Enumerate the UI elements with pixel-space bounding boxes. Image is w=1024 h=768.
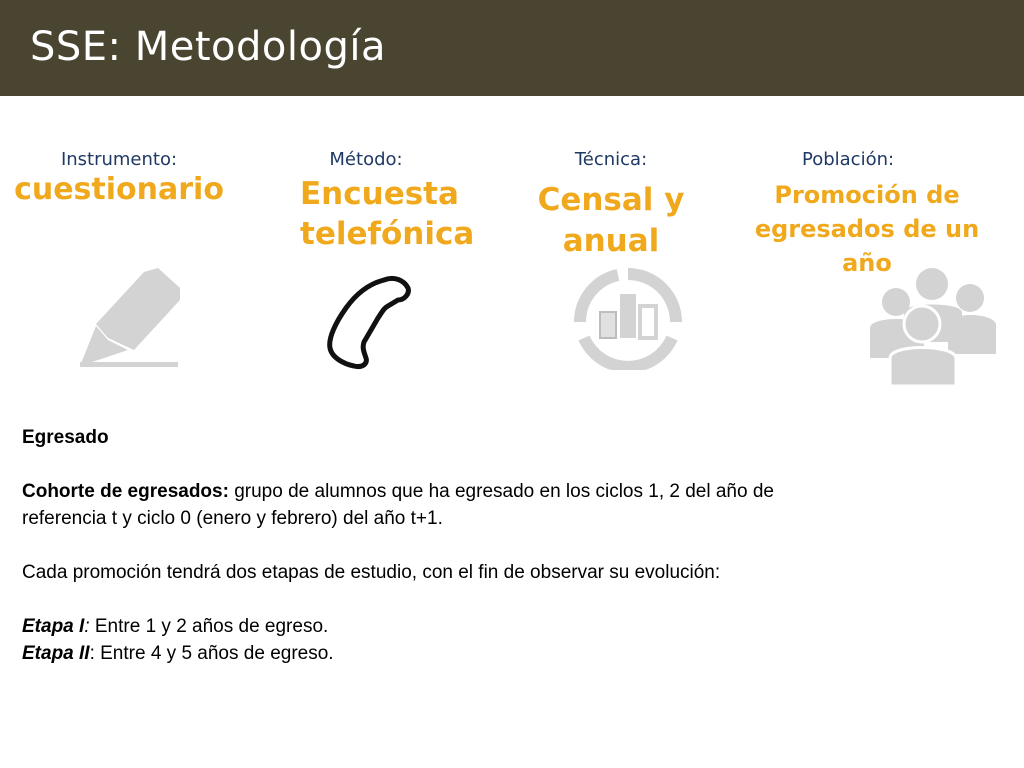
promo-text: Cada promoción tendrá dos etapas de estudio, con el fin de observar su evolución: xyxy=(22,562,721,583)
stage-2-term: Etapa II xyxy=(22,643,90,664)
tecnica-value xyxy=(516,180,706,262)
column-instrumento xyxy=(8,148,230,208)
stage-2 xyxy=(22,640,1002,667)
column-metodo xyxy=(266,148,475,254)
pencil-icon xyxy=(76,266,184,370)
cohort-def-line-2: referencia t y ciclo 0 (enero y febrero) del año t+1. xyxy=(22,508,443,529)
page-title: SSE: Metodología xyxy=(30,24,386,70)
stage-1-term: Etapa I xyxy=(22,616,85,637)
cohort-term: Cohorte de egresados: xyxy=(22,481,229,502)
instrumento-label: Instrumento: xyxy=(60,149,178,170)
stage-2-text: : Entre 4 y 5 años de egreso. xyxy=(89,643,334,664)
instrumento-value: cuestionario xyxy=(14,172,224,207)
people-icon xyxy=(866,262,1000,386)
tecnica-value-line: Censal y xyxy=(537,182,685,218)
cohort-definition xyxy=(22,478,1002,505)
cohort-def-line-1: grupo de alumnos que ha egresado en los ciclos 1, 2 del año de xyxy=(228,481,774,502)
metodo-value-line: telefónica xyxy=(300,216,475,252)
stage-1-colon: : xyxy=(84,616,90,637)
metodo-label: Método: xyxy=(329,149,403,170)
methodology-text xyxy=(22,424,1002,667)
header-bar xyxy=(0,0,1024,96)
stage-1 xyxy=(22,613,1002,640)
column-poblacion xyxy=(736,148,998,280)
tecnica-value-line: anual xyxy=(562,223,660,259)
metodo-value-line: Encuesta xyxy=(300,176,459,212)
phone-icon xyxy=(322,272,414,370)
poblacion-value-line: egresados de un xyxy=(754,215,980,243)
tecnica-label: Técnica: xyxy=(574,149,648,170)
egresado-heading: Egresado xyxy=(22,427,109,448)
metodo-value xyxy=(266,174,475,254)
poblacion-value-line: Promoción de xyxy=(774,181,960,209)
stage-1-text: Entre 1 y 2 años de egreso. xyxy=(89,616,329,637)
column-tecnica xyxy=(516,148,706,262)
chart-icon xyxy=(568,266,688,370)
poblacion-label: Población: xyxy=(802,149,895,170)
poblacion-value-line: año xyxy=(842,249,892,277)
